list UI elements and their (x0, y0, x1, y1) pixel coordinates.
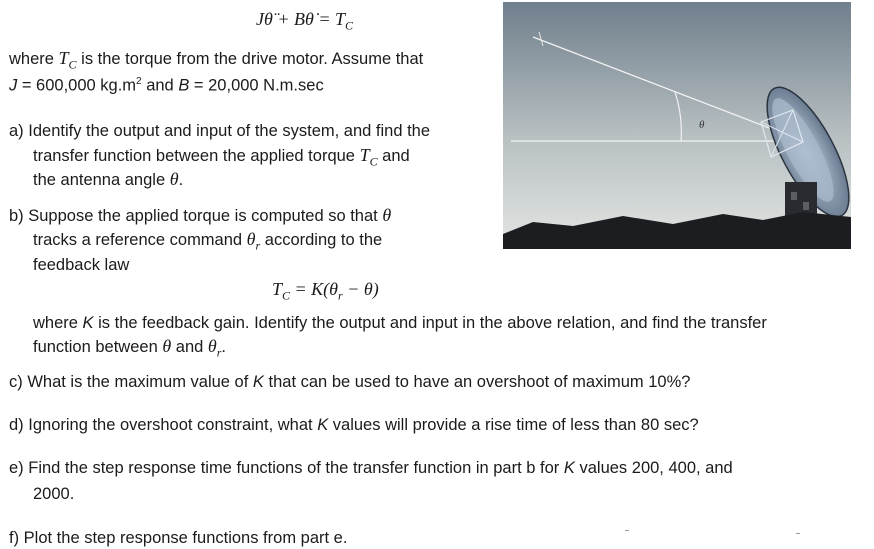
after-text: where (33, 314, 83, 332)
equation-top-text: Jθ̈ + Bθ̇ = T (256, 9, 345, 29)
part-c-text: c) What is the maximum value of (9, 373, 253, 391)
part-b-text-3: according to the (260, 231, 383, 249)
law-r-sub: r (338, 288, 343, 303)
equation-top-sub: C (344, 18, 353, 33)
intro-text-2: is the torque from the drive motor. Assume that (76, 50, 424, 68)
theta-symbol-a: θ (169, 169, 179, 189)
part-b-text-2: tracks a reference command (33, 231, 247, 249)
K-symbol-c: K (252, 373, 264, 391)
after-period: . (221, 338, 226, 356)
feedback-law (272, 279, 379, 304)
part-b-after-1 (33, 312, 767, 334)
tower-window (791, 192, 797, 200)
theta-symbol-after: θ (162, 336, 172, 356)
part-b-after-2 (33, 335, 226, 363)
equation-top (256, 9, 353, 34)
K-symbol-e: K (563, 459, 575, 477)
part-c (9, 371, 690, 393)
part-e-line-1 (9, 457, 733, 479)
law-T-sub: C (282, 288, 291, 303)
part-d (9, 414, 699, 436)
part-d-text: d) Ignoring the overshoot constraint, what (9, 416, 318, 434)
part-a-text-2: transfer function between the applied torque (33, 147, 360, 165)
antenna-figure-svg (503, 2, 851, 249)
intro-text: where (9, 50, 59, 68)
torque-sub-a: C (369, 154, 378, 169)
antenna-figure (503, 2, 851, 249)
part-e-line-2 (33, 483, 74, 505)
part-b-line-2 (33, 228, 382, 256)
part-d-text-2: values will provide a rise time of less than 80 sec? (328, 416, 699, 434)
intro-line-2 (9, 71, 324, 97)
law-end: − θ) (342, 279, 379, 299)
scan-mark (796, 533, 800, 534)
B-symbol: B (178, 76, 190, 95)
part-e-text: e) Find the step response time functions of the transfer function in part b for (9, 459, 564, 477)
K-symbol-b: K (82, 314, 94, 332)
period: . (178, 171, 184, 189)
part-b-line-3 (33, 254, 129, 276)
part-a-text: a) Identify the output and input of the system, and find the (9, 122, 431, 140)
tower-window (803, 202, 809, 210)
scan-mark (625, 530, 629, 531)
after-text-3: function between (33, 338, 163, 356)
part-a-line-3 (33, 168, 183, 191)
law-T: T (272, 279, 283, 299)
part-f (9, 527, 347, 549)
part-b-text-4: feedback law (33, 256, 130, 274)
torque-symbol-a: T (359, 145, 370, 165)
angle-label: θ (699, 119, 705, 131)
torque-symbol: T (58, 48, 69, 68)
part-b-text: b) Suppose the applied torque is computed so that (9, 207, 383, 225)
J-symbol: J (9, 76, 18, 95)
part-a-text-3: and (377, 147, 410, 165)
part-a-line-1 (9, 120, 430, 142)
theta-r-sub: r (255, 238, 261, 253)
and-text: and (141, 76, 179, 95)
J-sup: 2 (136, 76, 142, 87)
part-e-text-3: 2000. (33, 485, 75, 503)
part-e-text-2: values 200, 400, and (574, 459, 733, 477)
B-value: = 20,000 N.m.sec (189, 76, 324, 95)
theta-symbol-b: θ (382, 205, 392, 225)
part-f-text: f) Plot the step response functions from part e. (9, 529, 348, 547)
after-text-2: is the feedback gain. Identify the output and input in the above relation, and find the transfer (93, 314, 767, 332)
part-c-text-2: that can be used to have an overshoot of maximum 10%? (263, 373, 691, 391)
after-and: and (171, 338, 208, 356)
theta-r-after: θ (207, 336, 217, 356)
torque-sub: C (68, 57, 77, 72)
K-symbol-d: K (317, 416, 329, 434)
part-b-line-1 (9, 204, 391, 227)
theta-r-symbol: θ (246, 229, 256, 249)
law-rest: = K(θ (290, 279, 339, 299)
theta-r-after-sub: r (216, 345, 222, 360)
J-value: = 600,000 kg.m (17, 76, 137, 95)
part-a-text-4: the antenna angle (33, 171, 170, 189)
